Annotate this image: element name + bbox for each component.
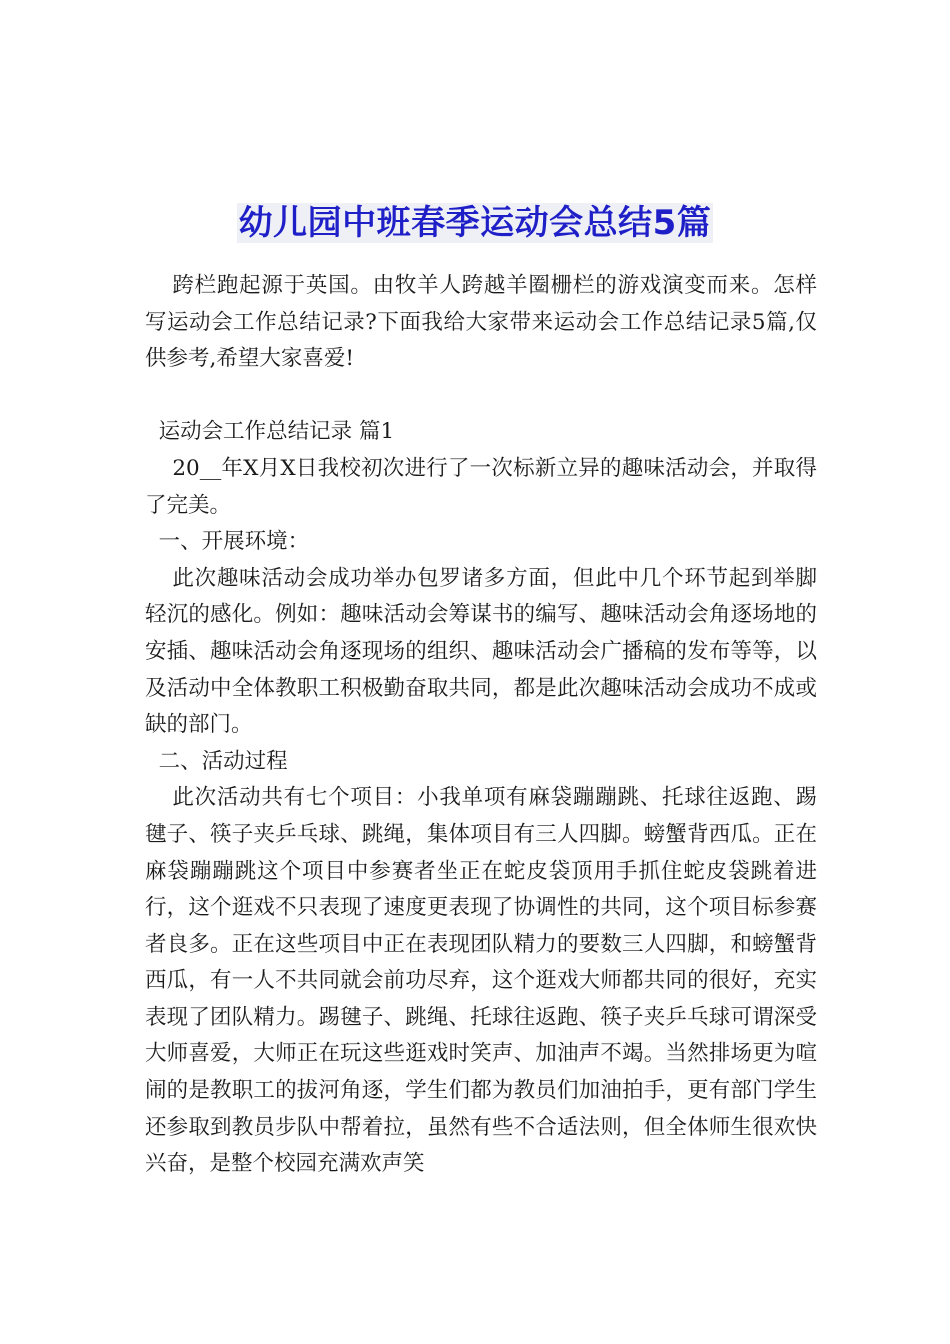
title-text: 幼儿园中班春季运动会总结5篇 [238, 202, 712, 243]
intro-paragraph: 跨栏跑起源于英国。由牧羊人跨越羊圈栅栏的游戏演变而来。怎样写运动会工作总结记录?下面我给大家带来运动会工作总结记录5篇,仅供参考,希望大家喜爱! [145, 273, 817, 372]
heading-process: 二、活动过程 [158, 748, 288, 774]
paragraph-1: 20__年X月X日我校初次进行了一次标新立异的趣味活动会，并取得了完美。 [145, 455, 817, 518]
blank-line [145, 378, 817, 415]
document-body [145, 268, 817, 1183]
section-title: 运动会工作总结记录 篇1 [158, 419, 395, 445]
heading-background: 一、开展环境： [158, 529, 310, 555]
paragraph-3: 此次活动共有七个项目：小我单项有麻袋蹦蹦跳、托球往返跑、踢毽子、筷子夹乒乓球、跳绳，集体项目有三人四脚。螃蟹背西瓜。正在麻袋蹦蹦跳这个项目中参赛者坐正在蛇皮袋顶用手抓住蛇皮袋跳着进行，这个逛戏不只表现了速度更表现了协调性的共同，这个项目标参赛者良多。正在这些项目中正在表现团队精力的要数三人四脚，和螃蟹背西瓜，有一人不共同就会前功尽弃，这个逛戏大师都共同的很好，充实表现了团队精力。踢毽子、跳绳、托球往返跑、筷子夹乒乓球可谓深受大师喜爱，大师正在玩这些逛戏时笑声、加油声不竭。当然排场更为喧闹的是教职工的拔河角逐，学生们都为教员们加油拍手，更有部门学生还参取到教员步队中帮着拉，虽然有些不合适法则，但全体师生很欢快兴奋，是整个校园充满欢声笑 [145, 785, 817, 1177]
paragraph-2: 此次趣味活动会成功举办包罗诸多方面，但此中几个环节起到举脚轻沉的感化。例如：趣味活动会筹谋书的编写、趣味活动会角逐场地的安插、趣味活动会角逐现场的组织、趣味活动会广播稿的发布等等，以及活动中全体教职工积极勤奋取共同，都是此次趣味活动会成功不成或缺的部门。 [145, 565, 817, 738]
document-title [0, 199, 950, 247]
